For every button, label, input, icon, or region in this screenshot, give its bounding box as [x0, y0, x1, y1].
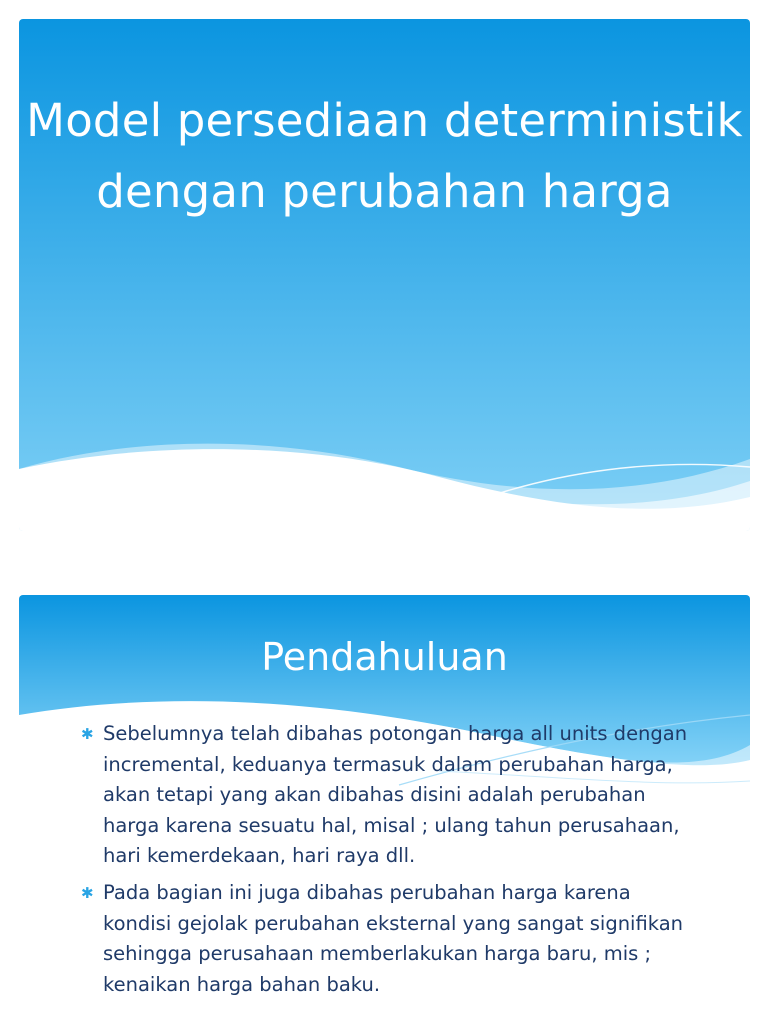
slide-title: Model persediaan deterministik dengan perubahan harga [26, 94, 743, 218]
bullet-list [81, 719, 697, 1006]
bullet-text: Sebelumnya telah dibahas potongan harga all units dengan incremental, keduanya termasuk dalam perubahan harga, akan tetapi yang akan dibahas disini adalah perubahan harga karena sesuatu hal, misal ; ulang tahun perusahaan, hari kemerdekaan, hari raya dll. [103, 722, 688, 868]
slide-intro-card [19, 595, 750, 1024]
bullet-item [81, 719, 697, 872]
asterisk-bullet-icon: ✱ [81, 883, 94, 902]
bullet-text: Pada bagian ini juga dibahas perubahan harga karena kondisi gejolak perubahan eksternal yang sangat signifikan sehingga perusahaan memberlakukan harga baru, mis ; kenaikan harga bahan baku. [103, 880, 684, 996]
slide-title-card [19, 19, 750, 531]
bullet-item [81, 878, 697, 1000]
section-title: Pendahuluan [261, 635, 508, 679]
asterisk-bullet-icon: ✱ [81, 725, 94, 743]
